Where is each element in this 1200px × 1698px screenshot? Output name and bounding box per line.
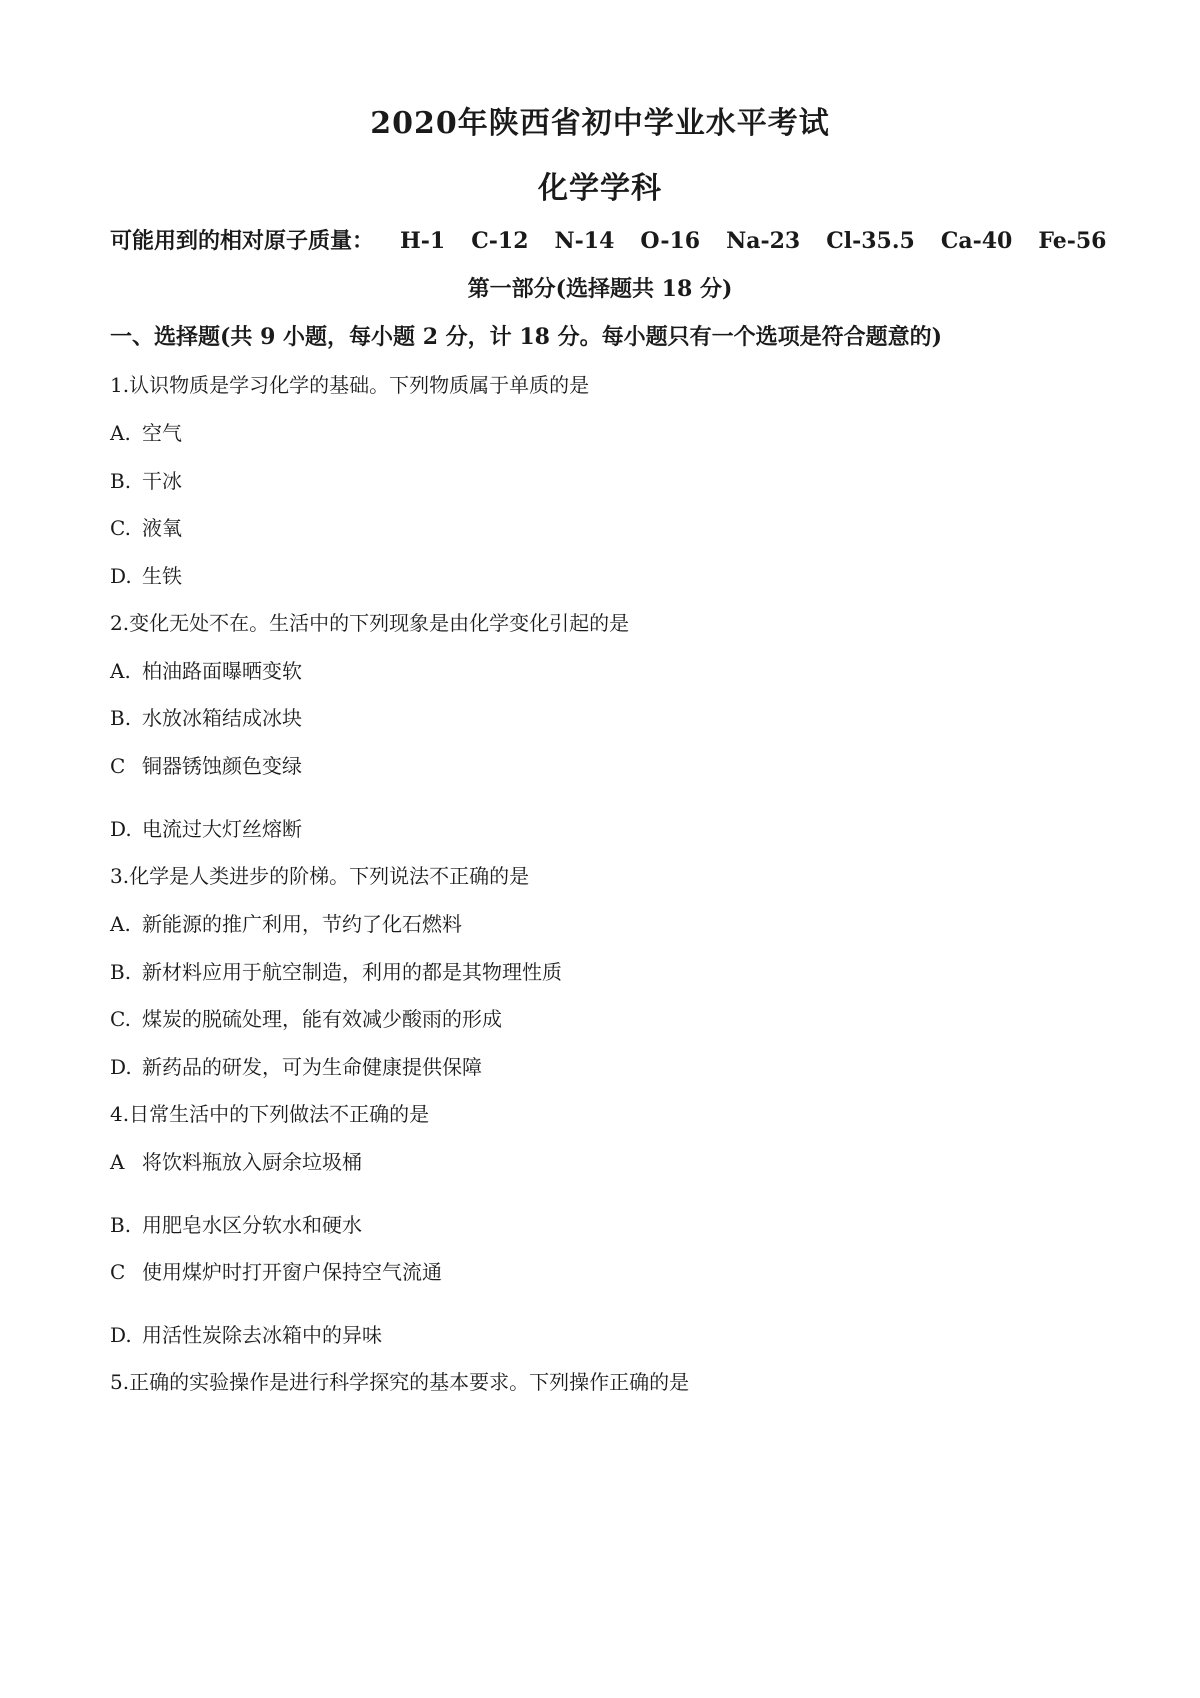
atomic-mass-item: C-12: [471, 228, 529, 254]
exam-title: 2020年陕西省初中学业水平考试: [370, 106, 830, 141]
option-text: 新能源的推广利用，节约了化石燃料: [142, 912, 462, 936]
option-label: B.: [110, 1213, 132, 1237]
option-item: [110, 657, 302, 685]
option-text: 液氧: [142, 516, 182, 540]
option-item: [110, 1148, 362, 1176]
option-item: [110, 1211, 362, 1239]
question-stem: 5.正确的实验操作是进行科学探究的基本要求。下列操作正确的是: [110, 1370, 690, 1394]
option-label: A.: [110, 659, 131, 683]
atomic-masses-line: [110, 226, 1107, 256]
option-text: 干冰: [142, 469, 182, 493]
option-item: [110, 562, 182, 590]
question-stem: 4.日常生活中的下列做法不正确的是: [110, 1102, 430, 1126]
atomic-mass-item: Cl-35.5: [826, 228, 915, 254]
option-text: 用肥皂水区分软水和硬水: [142, 1213, 362, 1237]
option-item: [110, 1053, 482, 1081]
option-label: C: [110, 754, 126, 778]
option-label: A.: [110, 912, 131, 936]
option-text: 生铁: [142, 564, 182, 588]
question-stem: 1.认识物质是学习化学的基础。下列物质属于单质的是: [110, 373, 590, 397]
option-text: 空气: [142, 421, 182, 445]
option-item: [110, 958, 562, 986]
option-text: 将饮料瓶放入厨余垃圾桶: [142, 1150, 362, 1174]
atomic-mass-item: H-1: [400, 228, 446, 254]
option-text: 铜器锈蚀颜色变绿: [142, 754, 302, 778]
atomic-mass-item: Fe-56: [1038, 228, 1107, 254]
option-label: A: [110, 1150, 125, 1174]
option-text: 煤炭的脱硫处理，能有效减少酸雨的形成: [142, 1007, 502, 1031]
question-stem: 2.变化无处不在。生活中的下列现象是由化学变化引起的是: [110, 611, 630, 635]
option-label: B.: [110, 960, 132, 984]
option-text: 电流过大灯丝熔断: [142, 817, 302, 841]
option-item: [110, 514, 182, 542]
subject-title: 化学学科: [538, 171, 662, 206]
atomic-mass-item: Na-23: [726, 228, 801, 254]
part-title: 第一部分(选择题共 18 分): [467, 276, 733, 302]
option-item: [110, 467, 182, 495]
option-text: 用活性炭除去冰箱中的异味: [142, 1323, 382, 1347]
question-stem: 3.化学是人类进步的阶梯。下列说法不正确的是: [110, 864, 530, 888]
option-label: D.: [110, 564, 132, 588]
option-label: D.: [110, 1055, 132, 1079]
option-item: [110, 1321, 382, 1349]
option-label: C.: [110, 516, 131, 540]
option-text: 新药品的研发，可为生命健康提供保障: [142, 1055, 482, 1079]
atomic-mass-item: O-16: [640, 228, 701, 254]
option-label: D.: [110, 1323, 132, 1347]
option-item: [110, 1258, 442, 1286]
option-text: 柏油路面曝晒变软: [142, 659, 302, 683]
option-item: [110, 704, 302, 732]
option-item: [110, 815, 302, 843]
option-text: 水放冰箱结成冰块: [142, 706, 302, 730]
option-text: 使用煤炉时打开窗户保持空气流通: [142, 1260, 442, 1284]
option-label: B.: [110, 469, 132, 493]
option-item: [110, 752, 302, 780]
option-label: A.: [110, 421, 131, 445]
option-item: [110, 419, 182, 447]
option-item: [110, 910, 462, 938]
option-label: D.: [110, 817, 132, 841]
atomic-mass-item: Ca-40: [940, 228, 1013, 254]
option-label: B.: [110, 706, 132, 730]
option-item: [110, 1005, 502, 1033]
option-label: C: [110, 1260, 126, 1284]
option-text: 新材料应用于航空制造，利用的都是其物理性质: [142, 960, 562, 984]
atomic-mass-item: N-14: [554, 228, 615, 254]
atomic-masses-label: 可能用到的相对原子质量：: [110, 228, 375, 254]
option-label: C.: [110, 1007, 131, 1031]
section-title: 一、选择题(共 9 小题，每小题 2 分，计 18 分。每小题只有一个选项是符合题意的): [110, 324, 943, 350]
